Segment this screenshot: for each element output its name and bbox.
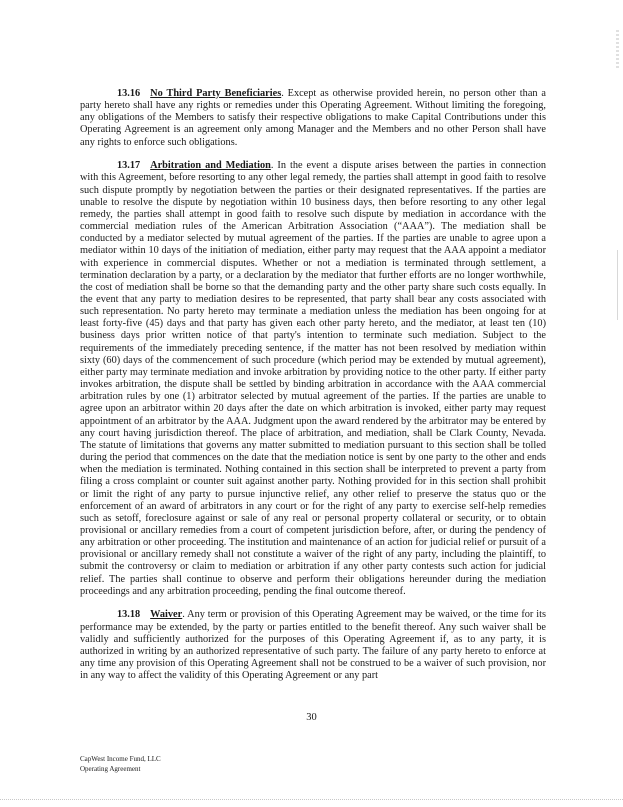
section-13-18 xyxy=(80,609,546,682)
footer-company: CapWest Income Fund, LLC xyxy=(80,755,161,763)
section-title: Waiver xyxy=(150,609,183,621)
section-number: 13.18 xyxy=(117,609,141,621)
section-13-16 xyxy=(80,88,546,149)
scan-edge-line xyxy=(0,799,623,801)
section-body: . In the event a dispute arises between the parties in connection with this Agreement, before resorting to any other legal remedy, the parties shall attempt in good faith to resolve such dispute promptly by negotiation between the parties or their designated representatives. If the parties are unable to resolve the dispute by negotiation within 10 business days, then before resorting to any other legal remedy, the parties shall attempt in good faith to resolve such dispute by mediation in accordance with the commercial mediation rules of the American Arbitration Association (“AAA”). The mediation shall be conducted by a mediator selected by mutual agreement of the parties. If the parties are unable to agree upon a mediator within 10 days of the initiation of mediation, either party may request that the AAA appoint a mediator with experience in commercial disputes. Whether or not a mediation is terminated through settlement, a termination declaration by a party, or a declaration by the mediator that further efforts are no longer worthwhile, the cost of mediation shall be borne so that the demanding party and the other party share such costs equally. In the event that any party to mediation desires to be represented, that party shall bear any costs associated with such representation. No party hereto may terminate a mediation unless the mediation has been ongoing for at least forty-five (45) days and that party has given each other party hereto, and the mediator, at least ten (10) business days prior written notice of that party's intention to terminate such mediation. Subject to the requirements of the immediately preceding sentence, if the matter has not been resolved by mediation within sixty (60) days of the commencement of such procedure (which period may be extended by mutual agreement), either party may terminate mediation and invoke arbitration by providing notice to the other party. If either party invokes arbitration, the dispute shall be settled by binding arbitration in accordance with the AAA commercial arbitration rules by one (1) arbitrator selected by mutual agreement of the parties. If the parties are unable to agree upon an arbitrator within 20 days after the date on which arbitration is invoked, either party may request appointment of an arbitrator by the AAA. Judgment upon the award rendered by the arbitrator may be entered by any court having jurisdiction thereof. The place of arbitration, and mediation, shall be Clark County, Nevada. The statute of limitations that governs any matter submitted to mediation pursuant to this section shall be tolled during the period that commences on the date that the mediation notice is sent by one party to the other and ends when the mediation is terminated. Nothing contained in this section shall be interpreted to prevent a party from filing a cross complaint or counter suit against another party. Nothing provided for in this section shall prohibit or limit the right of any party to pursue injunctive relief, any other relief to preserve the status quo or the enforcement of an award of arbitrators in any court or for the right of any party to exercise self-help remedies such as setoff, foreclosure against or sale of any real or personal property collateral or security, or to obtain provisional or ancillary remedies from a court of competent jurisdiction before, after, or during the pendency of any arbitration or other proceeding. The institution and maintenance of an action for judicial relief or pursuit of a provisional or ancillary remedy shall not constitute a waiver of the right of any party, including the plaintiff, to submit the controversy or claim to mediation or arbitration if any other party contests such action for judicial relief. The parties shall continue to observe and perform their obligations hereunder during the mediation proceedings and any arbitration proceeding, pending the final outcome thereof. xyxy=(80,160,546,597)
section-title: No Third Party Beneficiaries xyxy=(150,88,282,99)
section-number: 13.17 xyxy=(117,160,141,172)
scan-edge-mark xyxy=(617,250,618,320)
page-body xyxy=(80,88,546,694)
scan-edge-mark xyxy=(616,30,619,70)
footer-document: Operating Agreement xyxy=(80,764,141,773)
section-13-17 xyxy=(80,160,546,598)
section-number: 13.16 xyxy=(117,88,141,99)
section-body: . Any term or provision of this Operating Agreement may be waived, or the time for its performance may be extended, by the party or parties entitled to the benefit thereof. Any such waiver shall be validly and sufficiently authorized for the purposes of this Operating Agreement if, as to any party, it is authorized in writing by an authorized representative of such party. The failure of any party hereto to enforce at any time any provision of this Operating Agreement shall not be construed to be a waiver of such provision, nor in any way to affect the validity of this Operating Agreement or any part xyxy=(80,609,546,682)
section-body: . Except as otherwise provided herein, no person other than a party hereto shall have any rights or remedies under this Operating Agreement. Without limiting the foregoing, any obligations of the Members to satisfy their respective obligations to make Capital Contributions under this Operating Agreement is an agreement only among Manager and the Members and no other Person shall have any rights to enforce such obligations. xyxy=(80,88,546,148)
section-title: Arbitration and Mediation xyxy=(150,160,271,172)
document-footer xyxy=(80,755,161,774)
page-number: 30 xyxy=(306,712,317,723)
